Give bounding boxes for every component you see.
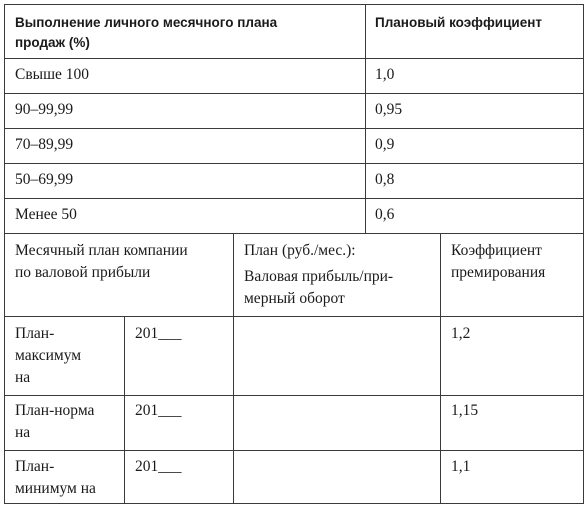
header-line: продаж (%) bbox=[15, 35, 90, 50]
table2-coef: 1,15 bbox=[451, 402, 479, 419]
label-line: План-норма bbox=[15, 402, 95, 419]
header-line: премирования bbox=[451, 264, 546, 281]
col-divider bbox=[440, 233, 441, 504]
table1-coef: 1,0 bbox=[375, 66, 395, 83]
row-divider bbox=[4, 128, 584, 129]
row-divider bbox=[4, 316, 584, 317]
table2-plan-label bbox=[15, 456, 96, 500]
header-line: Месячный план компании bbox=[15, 242, 188, 259]
table1-range: 50–69,99 bbox=[15, 171, 74, 188]
label-line: на bbox=[15, 424, 31, 441]
table1-coef: 0,9 bbox=[375, 136, 395, 153]
table1-coef: 0,6 bbox=[375, 206, 395, 223]
table1-range: 70–89,99 bbox=[15, 136, 74, 153]
label-line: План- bbox=[15, 325, 55, 342]
header-line: Валовая прибыль/при- bbox=[244, 268, 394, 285]
table2-header-company-plan bbox=[15, 240, 188, 284]
col-divider bbox=[124, 316, 125, 504]
table2-header-plan-amount bbox=[244, 240, 393, 310]
table2-coef: 1,2 bbox=[451, 325, 471, 342]
table1-range: Свыше 100 bbox=[15, 66, 90, 83]
header-line: мерный оборот bbox=[244, 290, 345, 307]
col-divider bbox=[365, 4, 366, 233]
row-divider bbox=[4, 58, 584, 59]
table1-coef: 0,8 bbox=[375, 171, 395, 188]
border-right bbox=[583, 4, 584, 504]
table2-year: 201___ bbox=[135, 458, 182, 475]
header-line: по валовой прибыли bbox=[15, 264, 151, 281]
row-divider bbox=[4, 163, 584, 164]
border-left bbox=[4, 4, 5, 504]
table2-plan-label bbox=[15, 323, 81, 389]
header-line: Выполнение личного месячного плана bbox=[15, 15, 278, 30]
table2-plan-label bbox=[15, 400, 94, 444]
row-divider bbox=[4, 233, 584, 234]
table1-range: 90–99,99 bbox=[15, 101, 74, 118]
table2-year: 201___ bbox=[135, 402, 182, 419]
label-line: на bbox=[15, 369, 31, 386]
label-line: максимум bbox=[15, 347, 82, 364]
header-line: План (руб./мес.): bbox=[244, 242, 356, 259]
row-divider bbox=[4, 395, 584, 396]
table1-header-completion bbox=[15, 13, 277, 53]
table1-coef: 0,95 bbox=[375, 101, 403, 118]
table2-year: 201___ bbox=[135, 325, 182, 342]
label-line: минимум на bbox=[15, 480, 96, 497]
row-divider bbox=[4, 198, 584, 199]
border-bottom bbox=[4, 503, 584, 504]
row-divider bbox=[4, 93, 584, 94]
table1-range: Менее 50 bbox=[15, 206, 77, 223]
col-divider bbox=[233, 233, 234, 504]
row-divider bbox=[4, 450, 584, 451]
header-line: Коэффициент bbox=[451, 242, 542, 259]
table1-header-coefficient: Плановый коэффициент bbox=[375, 15, 542, 30]
table2-coef: 1,1 bbox=[451, 458, 471, 475]
table2-header-bonus-coefficient bbox=[451, 240, 545, 284]
label-line: План- bbox=[15, 458, 55, 475]
border-top bbox=[4, 4, 584, 5]
